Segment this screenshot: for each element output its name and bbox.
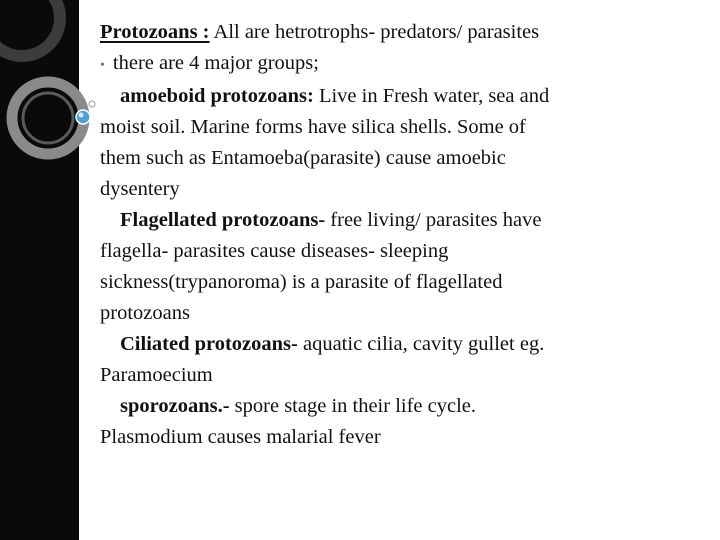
group-text: protozoans [100,302,190,324]
group-amoeboid-line-1 [100,81,700,112]
group-text: them such as Entamoeba(parasite) cause amoebic [100,147,506,169]
group-sporozoans-line-1 [100,391,700,422]
bullet-icon: • [100,58,105,73]
group-text: Paramoecium [100,364,213,386]
title-line [100,17,700,48]
group-text: free living/ parasites have [325,209,542,231]
group-sporozoans [100,391,700,453]
group-flagellated [100,205,700,329]
group-term: Flagellated protozoans- [120,209,326,231]
group-term: amoeboid protozoans: [120,85,314,107]
group-ciliated [100,329,700,391]
decor-circle-top [0,0,60,56]
groups-intro-line [100,48,700,81]
decor-ring-inner [23,93,73,143]
group-amoeboid [100,81,700,205]
title-rest: All are hetrotrophs- predators/ parasites [209,21,540,43]
slide-body [100,17,700,453]
group-text: flagella- parasites cause diseases- sleeping [100,240,449,262]
group-text: moist soil. Marine forms have silica shells. Some of [100,116,526,138]
small-ring-icon [89,101,95,107]
group-term: sporozoans.- [120,395,230,417]
group-text: dysentery [100,178,180,200]
groups-intro-text: there are 4 major groups; [112,52,319,74]
group-text: sickness(trypanoroma) is a parasite of flagellated [100,271,503,293]
orb-highlight [79,113,84,118]
group-text: Plasmodium causes malarial fever [100,426,381,448]
group-text: spore stage in their life cycle. [229,395,477,417]
group-flagellated-line-1 [100,205,700,236]
group-ciliated-line-1 [100,329,700,360]
orb-icon [76,110,90,124]
group-text: Live in Fresh water, sea and [313,85,550,107]
title-term: Protozoans : [100,21,210,43]
group-text: aquatic cilia, cavity gullet eg. [297,333,545,355]
group-term: Ciliated protozoans- [120,333,298,355]
